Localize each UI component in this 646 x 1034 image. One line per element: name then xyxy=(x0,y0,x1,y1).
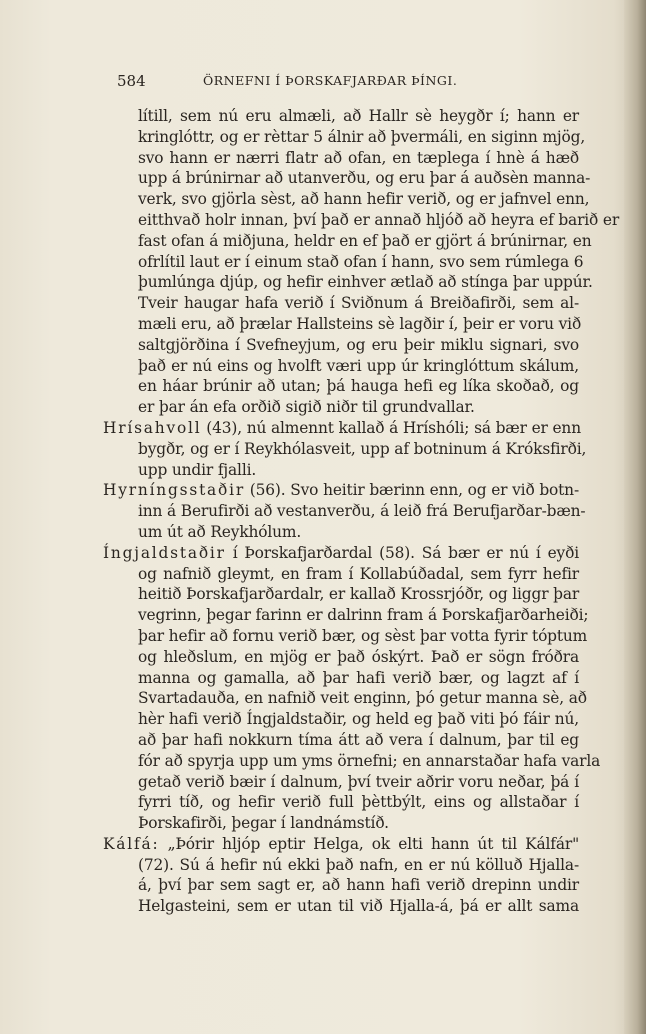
text-line: manna og gamalla, að þar hafi verið bær, og lagzt af í xyxy=(138,668,579,687)
text-line: bygðr, og er í Reykhólasveit, upp af botninum á Króksfirði, xyxy=(138,439,587,458)
text-line: fast ofan á miðjuna, heldr en ef það er gjört á brúnirnar, en xyxy=(138,231,592,250)
text-line: upp undir fjalli. xyxy=(138,460,257,479)
text-line: mæli eru, að þrælar Hallsteins sè lagðir í, þeir er voru við xyxy=(138,314,582,333)
text-line: og hleðslum, en mjög er það óskýrt. Það er sögn fróðra xyxy=(138,647,579,666)
entry-headword: Hrísahvoll xyxy=(103,418,202,437)
text-segment: „Þórir hljóp eptir Helga, ok elti hann út til Kálfár" xyxy=(159,834,579,853)
body-text xyxy=(103,106,620,917)
text-line: um út að Reykhólum. xyxy=(138,522,302,541)
page-header xyxy=(117,72,597,92)
text-segment: (43), nú almennt kallað á Hríshóli; sá bær er enn xyxy=(201,418,581,437)
entry-first-line xyxy=(103,834,579,855)
text-line: kringlóttr, og er rèttar 5 álnir að þvermáli, en siginn mjög, xyxy=(138,127,586,146)
text-line: svo hann er nærri flatr að ofan, en tæplega í hnè á hæð xyxy=(138,148,579,167)
text-line: en háar brúnir að utan; þá hauga hefi eg líka skoðað, og xyxy=(138,377,579,396)
text-line: eitthvað holr innan, því það er annað hljóð að heyra ef barið er xyxy=(138,210,620,229)
text-line: upp á brúnirnar að utanverðu, og eru þar á auðsèn manna- xyxy=(138,169,591,188)
text-segment: (56). Svo heitir bærinn enn, og er við botn- xyxy=(244,481,579,500)
text-line: Þorskafirði, þegar í landnámstíð. xyxy=(138,814,389,833)
page-edge xyxy=(624,0,646,1034)
entry-headword: Hyrníngsstaðir xyxy=(103,481,245,500)
text-line: ofrlítil laut er í einum stað ofan í hann, svo sem rúmlega 6 xyxy=(138,252,584,271)
text-line: að þar hafi nokkurn tíma átt að vera í dalnum, þar til eg xyxy=(138,730,579,749)
text-line: Helgasteini, sem er utan til við Hjalla-á, þá er allt sama xyxy=(138,897,579,916)
entry-hrisahvoll xyxy=(103,418,587,480)
entry-first-line xyxy=(103,480,579,501)
text-line: og nafnið gleymt, en fram í Kollabúðadal, sem fyrr hefir xyxy=(138,564,579,583)
text-line: vegrinn, þegar farinn er dalrinn fram á Þorskafjarðarheiði; xyxy=(138,606,589,625)
text-line: fór að spyrja upp um yms örnefni; en annarstaðar hafa varla xyxy=(138,751,601,770)
text-line: heitið Þorskafjarðardalr, er kallað Krossrjóðr, og liggr þar xyxy=(138,585,580,604)
entry-headword: Kálfá: xyxy=(103,834,160,853)
text-segment: í Þorskafjarðardal (58). Sá bær er nú í eyði xyxy=(225,543,579,562)
text-line: er þar án efa orðið sigið niðr til grundvallar. xyxy=(138,398,475,417)
text-line: hèr hafi verið Íngjaldstaðir, og held eg það viti þó fáir nú, xyxy=(138,710,579,729)
text-line: saltgjörðina í Svefneyjum, og eru þeir miklu signari, svo xyxy=(138,335,579,354)
text-line: Svartadauða, en nafnið veit enginn, þó getur manna sè, að xyxy=(138,689,587,708)
text-line: á, því þar sem sagt er, að hann hafi verið drepinn undir xyxy=(138,876,579,895)
text-line: getað verið bæir í dalnum, því tveir aðrir voru neðar, þá í xyxy=(138,772,579,791)
text-line: þar hefir að fornu verið bær, og sèst þar votta fyrir tóptum xyxy=(138,626,588,645)
text-line: fyrri tíð, og hefir verið full þèttbýlt, eins og allstaðar í xyxy=(138,793,579,812)
text-line: þumlúnga djúp, og hefir einhver ætlað að stínga þar uppúr. xyxy=(138,273,593,292)
text-line: lítill, sem nú eru almæli, að Hallr sè heygðr í; hann er xyxy=(138,107,579,125)
entry-hyrningsstadir xyxy=(103,480,586,542)
entry-ingjaldstadir xyxy=(103,543,601,834)
entry-first-line xyxy=(103,418,579,439)
text-line: inn á Berufirði að vestanverðu, á leið frá Berufjarðar-bæn- xyxy=(138,502,586,521)
continuation-paragraph xyxy=(103,106,620,418)
text-line: verk, svo gjörla sèst, að hann hefir verið, og er jafnvel enn, xyxy=(138,190,590,209)
text-line: (72). Sú á hefir nú ekki það nafn, en er nú kölluð Hjalla- xyxy=(138,855,579,874)
entry-headword: Íngjaldstaðir xyxy=(103,543,226,562)
text-line: það er nú eins og hvolft væri upp úr kringlóttum skálum, xyxy=(138,356,579,375)
entry-first-line xyxy=(103,543,579,564)
page-number: 584 xyxy=(117,72,146,90)
text-line: Tveir haugar hafa verið í Sviðnum á Breiðafirði, sem al- xyxy=(138,294,579,313)
entry-kalfa xyxy=(103,834,579,917)
running-title: ÖRNEFNI Í ÞORSKAFJARÐAR ÞÍNGI. xyxy=(203,73,458,88)
